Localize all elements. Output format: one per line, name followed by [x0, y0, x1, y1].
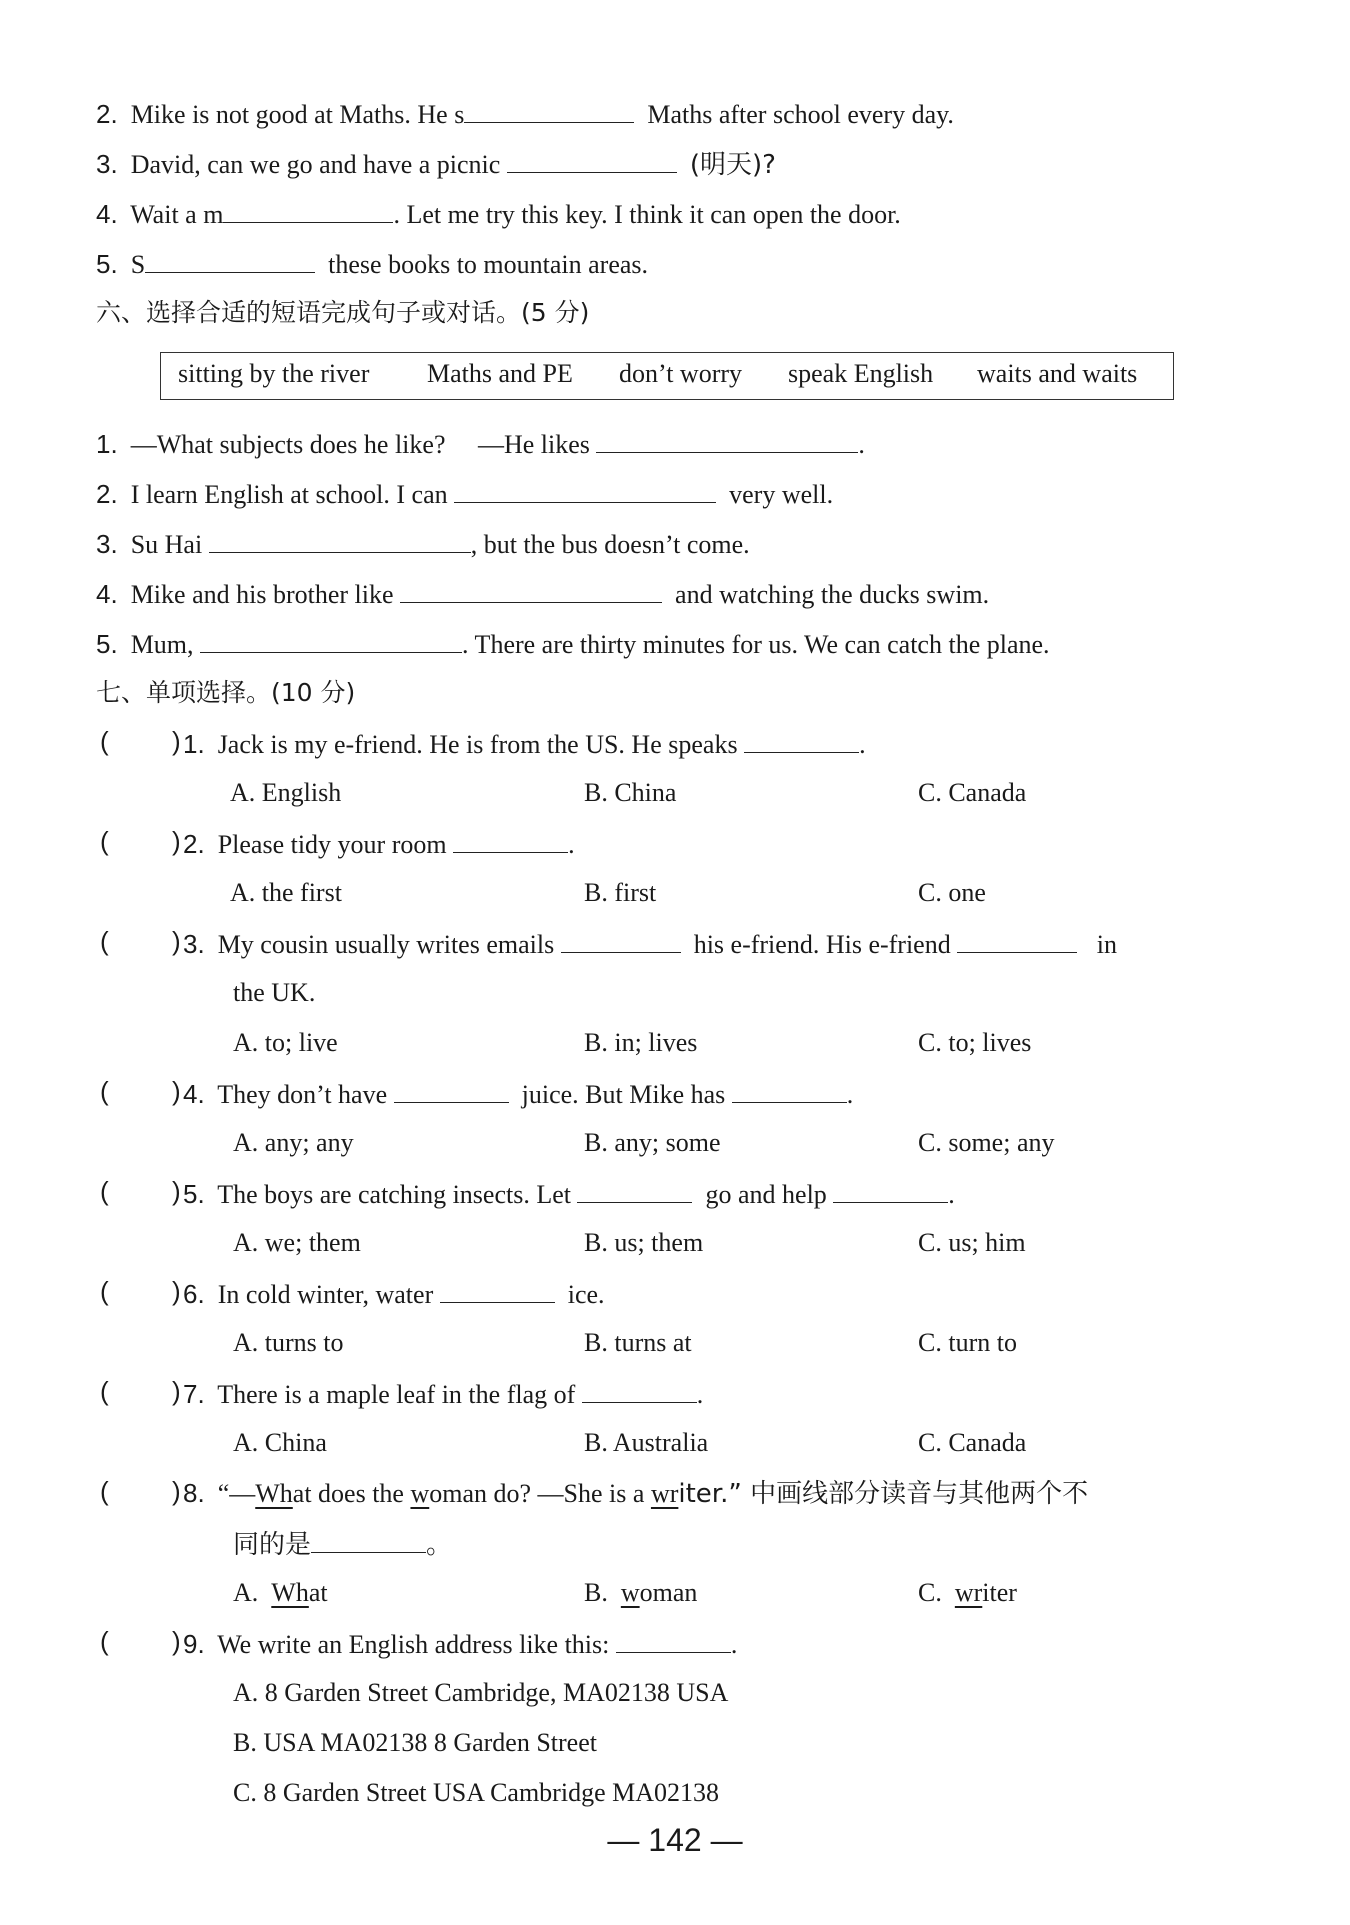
mc-option-c[interactable]: C. one — [918, 878, 986, 907]
answer-blank[interactable] — [596, 426, 858, 453]
answer-blank[interactable] — [454, 476, 716, 503]
mc-question-7: 7. There is a maple leaf in the flag of . — [183, 1376, 703, 1412]
mc-question-3: 3. My cousin usually writes emails his e-friend. His e-friend in — [183, 926, 1117, 962]
mc-question-3-continued: the UK. — [233, 978, 316, 1007]
answer-blank[interactable] — [561, 926, 681, 953]
answer-blank[interactable] — [200, 626, 462, 653]
word-bank-item: speak English — [788, 359, 934, 388]
answer-paren-open: ( — [100, 1626, 109, 1656]
answer-paren-open: ( — [100, 1276, 109, 1306]
answer-paren-close: ) — [172, 1176, 181, 1206]
word-bank-item: Maths and PE — [427, 359, 573, 388]
answer-blank[interactable] — [209, 526, 471, 553]
answer-blank[interactable] — [464, 96, 634, 123]
section-7-heading: 七、单项选择。(10 分) — [96, 678, 356, 707]
mc-option-b[interactable]: B. woman — [584, 1578, 698, 1607]
answer-blank[interactable] — [453, 826, 568, 853]
mc-option-b[interactable]: B. Australia — [584, 1428, 709, 1457]
mc-option-c[interactable]: C. turn to — [918, 1328, 1017, 1357]
word-bank-item: don’t worry — [619, 359, 743, 388]
answer-paren-close: ) — [172, 1626, 181, 1656]
mc-option-c[interactable]: C. Canada — [918, 1428, 1027, 1457]
sec6-item-1: 1. —What subjects does he like? —He likes . — [96, 426, 865, 462]
mc-option-b[interactable]: B. us; them — [584, 1228, 704, 1257]
page-number: — 142 — — [607, 1822, 743, 1858]
sec5-item-4: 4. Wait a m . Let me try this key. I think it can open the door. — [96, 196, 901, 232]
mc-option-b[interactable]: B. first — [584, 878, 657, 907]
answer-blank[interactable] — [400, 576, 662, 603]
answer-blank[interactable] — [833, 1176, 948, 1203]
answer-paren-close: ) — [172, 1376, 181, 1406]
answer-paren-close: ) — [172, 1276, 181, 1306]
mc-option-c[interactable]: C. us; him — [918, 1228, 1026, 1257]
mc-question-2: 2. Please tidy your room . — [183, 826, 575, 862]
mc-question-6: 6. In cold winter, water ice. — [183, 1276, 605, 1312]
sec5-item-5: 5. S these books to mountain areas. — [96, 246, 648, 282]
answer-paren-open: ( — [100, 1476, 109, 1506]
answer-blank[interactable] — [223, 196, 393, 223]
answer-paren-open: ( — [100, 1376, 109, 1406]
mc-option-a[interactable]: A. any; any — [233, 1128, 354, 1157]
answer-paren-open: ( — [100, 1176, 109, 1206]
mc-question-9: 9. We write an English address like this: . — [183, 1626, 737, 1662]
answer-blank[interactable] — [311, 1526, 426, 1553]
mc-question-5: 5. The boys are catching insects. Let go and help . — [183, 1176, 955, 1212]
mc-option-a[interactable]: A. 8 Garden Street Cambridge, MA02138 USA — [233, 1678, 729, 1707]
mc-question-8-continued: 同的是 。 — [233, 1526, 452, 1562]
mc-option-a[interactable]: A. What — [233, 1578, 328, 1607]
answer-paren-open: ( — [100, 826, 109, 856]
mc-question-4: 4. They don’t have juice. But Mike has . — [183, 1076, 853, 1112]
sec6-item-3: 3. Su Hai , but the bus doesn’t come. — [96, 526, 750, 562]
mc-option-a[interactable]: A. the first — [230, 878, 342, 907]
mc-option-a[interactable]: A. to; live — [233, 1028, 338, 1057]
answer-blank[interactable] — [616, 1626, 731, 1653]
mc-option-b[interactable]: B. turns at — [584, 1328, 692, 1357]
answer-paren-close: ) — [172, 1476, 181, 1506]
answer-blank[interactable] — [394, 1076, 509, 1103]
mc-option-b[interactable]: B. China — [584, 778, 677, 807]
sec5-item-2: 2. Mike is not good at Maths. He s Maths after school every day. — [96, 96, 954, 132]
sec6-item-2: 2. I learn English at school. I can very well. — [96, 476, 833, 512]
mc-option-c[interactable]: C. 8 Garden Street USA Cambridge MA02138 — [233, 1778, 720, 1807]
mc-question-8: 8. “—What does the woman do? —She is a writer.” 中画线部分读音与其他两个不 — [183, 1478, 1089, 1509]
word-bank-item: waits and waits — [977, 359, 1138, 388]
word-bank — [160, 352, 1174, 400]
word-bank-item: sitting by the river — [178, 359, 370, 388]
answer-blank[interactable] — [145, 246, 315, 273]
answer-blank[interactable] — [732, 1076, 847, 1103]
section-6-heading: 六、选择合适的短语完成句子或对话。(5 分) — [96, 298, 590, 327]
mc-option-b[interactable]: B. USA MA02138 8 Garden Street — [233, 1728, 597, 1757]
answer-blank[interactable] — [582, 1376, 697, 1403]
mc-option-c[interactable]: C. some; any — [918, 1128, 1055, 1157]
answer-paren-open: ( — [100, 926, 109, 956]
mc-option-c[interactable]: C. writer — [918, 1578, 1017, 1607]
answer-paren-close: ) — [172, 726, 181, 756]
mc-option-b[interactable]: B. any; some — [584, 1128, 721, 1157]
mc-option-c[interactable]: C. to; lives — [918, 1028, 1032, 1057]
mc-option-a[interactable]: A. turns to — [233, 1328, 344, 1357]
mc-option-a[interactable]: A. English — [230, 778, 342, 807]
mc-option-b[interactable]: B. in; lives — [584, 1028, 698, 1057]
answer-blank[interactable] — [577, 1176, 692, 1203]
mc-option-a[interactable]: A. China — [233, 1428, 327, 1457]
answer-blank[interactable] — [957, 926, 1077, 953]
answer-paren-close: ) — [172, 926, 181, 956]
sec6-item-4: 4. Mike and his brother like and watching the ducks swim. — [96, 576, 989, 612]
answer-blank[interactable] — [440, 1276, 555, 1303]
answer-paren-open: ( — [100, 1076, 109, 1106]
sec6-item-5: 5. Mum, . There are thirty minutes for us. We can catch the plane. — [96, 626, 1050, 662]
mc-option-c[interactable]: C. Canada — [918, 778, 1027, 807]
mc-option-a[interactable]: A. we; them — [233, 1228, 361, 1257]
answer-paren-close: ) — [172, 1076, 181, 1106]
answer-blank[interactable] — [744, 726, 859, 753]
sec5-item-3: 3. David, can we go and have a picnic (明天)? — [96, 146, 776, 182]
answer-blank[interactable] — [507, 146, 677, 173]
answer-paren-close: ) — [172, 826, 181, 856]
mc-question-1: 1. Jack is my e-friend. He is from the US. He speaks . — [183, 726, 866, 762]
answer-paren-open: ( — [100, 726, 109, 756]
